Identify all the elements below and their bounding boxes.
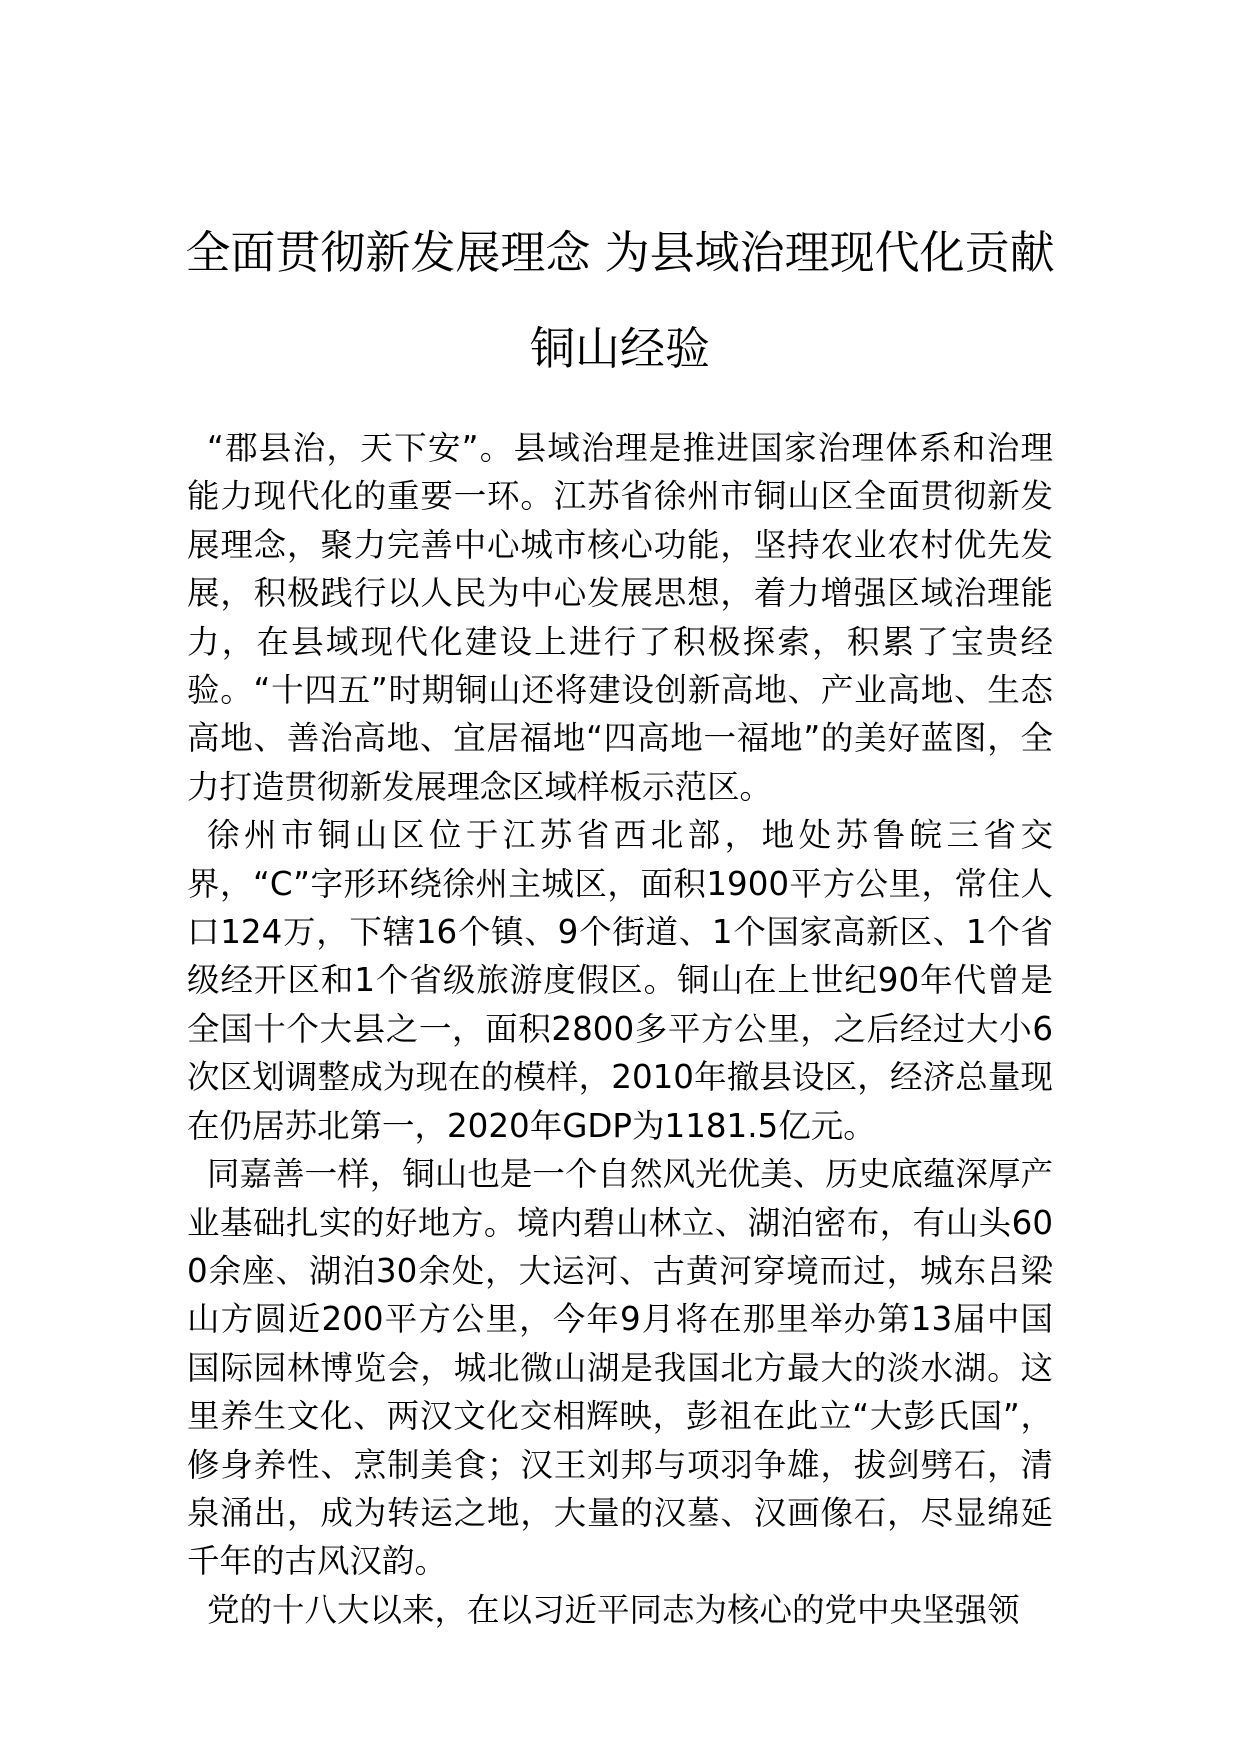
paragraph-2: 徐州市铜山区位于江苏省西北部，地处苏鲁皖三省交界，“C”字形环绕徐州主城区，面积1900平方公里，常住人口124万，下辖16个镇、9个街道、1个国家高新区、1个省级经开区和1个省级旅游度假区。铜山在上世纪90年代曾是全国十个大县之一，面积2800多平方公里，之后经过大小6次区划调整成为现在的模样，2010年撤县设区，经济总量现在仍居苏北第一，2020年GDP为1181.5亿元。 — [187, 816, 1053, 1145]
paragraph-3: 同嘉善一样，铜山也是一个自然风光优美、历史底蕴深厚产业基础扎实的好地方。境内碧山林立、湖泊密布，有山头600余座、湖泊30余处，大运河、古黄河穿境而过，城东吕梁山方圆近200平方公里，今年9月将在那里举办第13届中国国际园林博览会，城北微山湖是我国北方最大的淡水湖。这里养生文化、两汉文化交相辉映，彭祖在此立“大彭氏国”，修身养性、烹制美食；汉王刘邦与项羽争雄，拔剑劈石，清泉涌出，成为转运之地，大量的汉墓、汉画像石，尽显绵延千年的古风汉韵。 — [187, 1155, 1053, 1581]
document-body — [187, 424, 1053, 1634]
paragraph-1: “郡县治，天下安”。县域治理是推进国家治理体系和治理能力现代化的重要一环。江苏省徐州市铜山区全面贯彻新发展理念，聚力完善中心城市核心功能，坚持农业农村优先发展，积极践行以人民为中心发展思想，着力增强区域治理能力，在县域现代化建设上进行了积极探索，积累了宝贵经验。“十四五”时期铜山还将建设创新高地、产业高地、生态高地、善治高地、宜居福地“四高地一福地”的美好蓝图，全力打造贯彻新发展理念区域样板示范区。 — [187, 429, 1053, 806]
paragraph-4: 党的十八大以来，在以习近平同志为核心的党中央坚强领 — [207, 1590, 1020, 1629]
document-title: 全面贯彻新发展理念 为县域治理现代化贡献铜山经验 — [185, 226, 1055, 375]
